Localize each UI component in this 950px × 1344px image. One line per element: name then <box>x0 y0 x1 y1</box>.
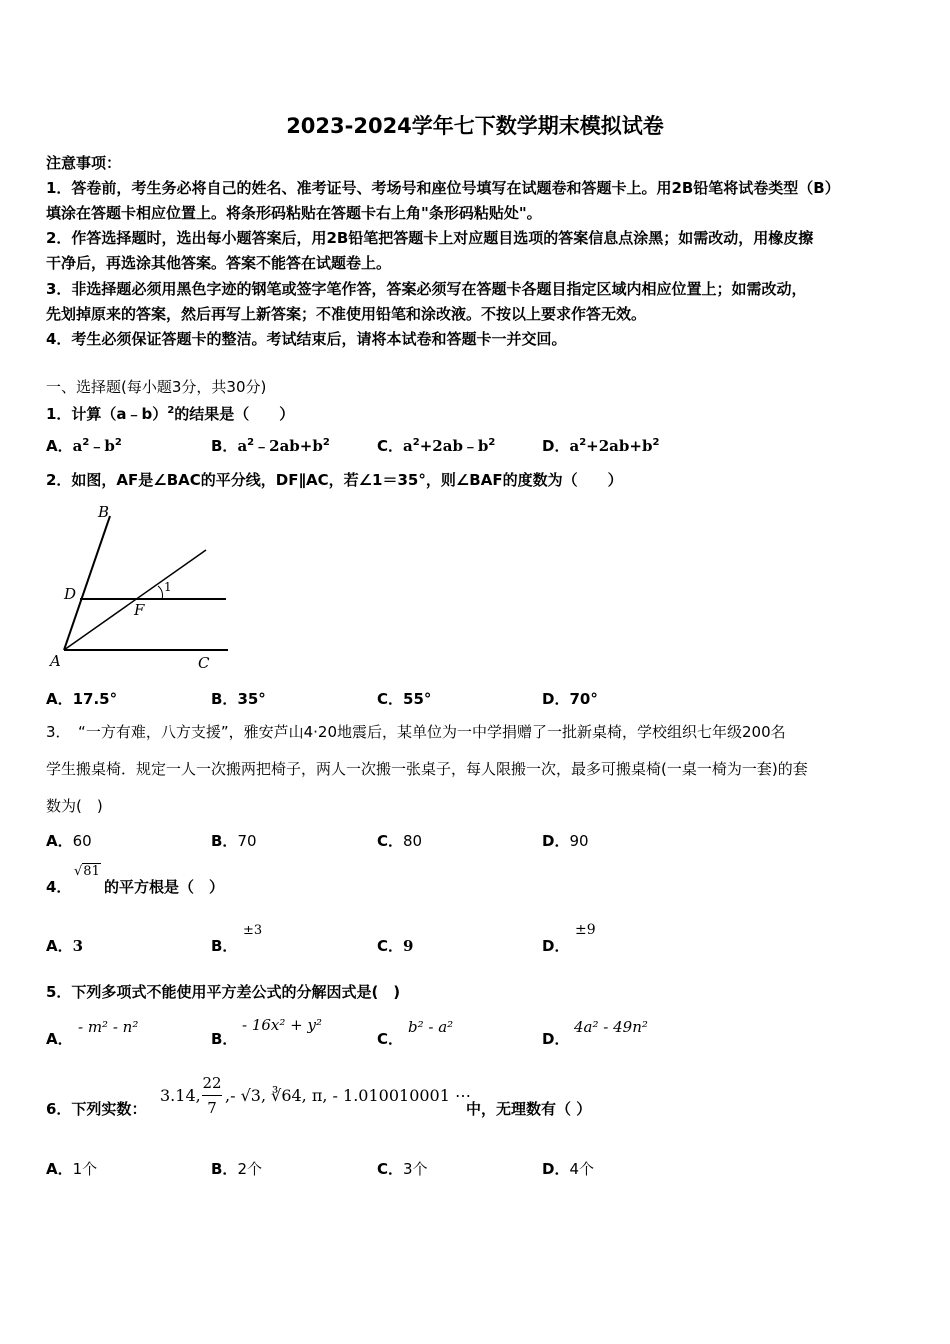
notice-line: 3．非选择题必须用黑色字迹的钢笔或签字笔作答，答案必须写在答题卡各题目指定区域内相应位置上；如需改动， <box>46 280 807 298</box>
question-4-stem: 的平方根是（ ） <box>104 878 225 896</box>
q6-option-d[interactable]: D．4个 <box>542 1160 594 1178</box>
q3-option-d[interactable]: D．90 <box>542 832 589 850</box>
q5-option-c-expr: b² - a² <box>408 1018 454 1036</box>
section-heading: 一、选择题(每小题3分，共30分) <box>46 378 267 396</box>
q5-option-a[interactable]: A． <box>46 1030 73 1048</box>
label-b: B <box>98 503 110 521</box>
question-6-suffix: 中，无理数有（ ） <box>466 1100 592 1118</box>
q6-option-c[interactable]: C．3个 <box>377 1160 428 1178</box>
q4-option-d-value: ±9 <box>575 922 596 938</box>
label-a: A <box>50 652 61 670</box>
q5-option-b-expr: - 16x² + y² <box>242 1016 322 1034</box>
q4-option-c[interactable]: C．9 <box>377 937 414 955</box>
label-angle-1: 1 <box>164 580 172 594</box>
q1-stem-exp: 2 <box>167 405 175 416</box>
question-6-prefix: 6．下列实数： <box>46 1100 147 1118</box>
q1-stem-b: 的结果是（ ） <box>174 405 295 423</box>
q6-frac-num: 22 <box>202 1074 222 1092</box>
q4-option-a[interactable]: A．3 <box>46 937 84 955</box>
q6-expr-a: 3.14, <box>160 1086 201 1105</box>
question-1-stem <box>46 401 294 424</box>
q3-option-a[interactable]: A．60 <box>46 832 92 850</box>
question-3-line: 数为( ) <box>46 797 103 815</box>
q2-option-a[interactable]: A．17.5° <box>46 690 118 708</box>
q4-option-d[interactable]: D． <box>542 937 570 955</box>
q2-option-b[interactable]: B．35° <box>211 690 266 708</box>
q6-expr-b: ,- √3, ∛64, π, - 1.010010001 ⋯ <box>225 1086 471 1105</box>
q5-option-c[interactable]: C． <box>377 1030 404 1048</box>
q6-frac-bar <box>202 1095 222 1096</box>
notice-line: 2．作答选择题时，选出每小题答案后，用2B铅笔把答题卡上对应题目选项的答案信息点涂黑；如需改动，用橡皮擦 <box>46 229 814 247</box>
notice-line: 4．考生必须保证答题卡的整洁。考试结束后，请将本试卷和答题卡一并交回。 <box>46 330 567 348</box>
q3-option-c[interactable]: C．80 <box>377 832 423 850</box>
page-title: 2023-2024学年七下数学期末模拟试卷 <box>286 114 664 138</box>
q5-option-b[interactable]: B． <box>211 1030 238 1048</box>
question-3-line: 3． “一方有难，八方支援”，雅安芦山4·20地震后，某单位为一中学捐赠了一批新桌椅，学校组织七年级200名 <box>46 723 786 741</box>
q2-option-c[interactable]: C．55° <box>377 690 432 708</box>
sqrt-81: √81 <box>74 864 100 879</box>
question-4-num: 4． <box>46 878 72 896</box>
label-f: F <box>134 601 145 619</box>
q5-option-d[interactable]: D． <box>542 1030 570 1048</box>
notice-line: 1．答卷前，考生务必将自己的姓名、准考证号、考场号和座位号填写在试题卷和答题卡上。用2B铅笔将试卷类型（B） <box>46 179 840 197</box>
q2-option-d[interactable]: D．70° <box>542 690 598 708</box>
q1-option-d[interactable]: D．$a^2+2ab+b^2$ <box>542 437 660 455</box>
notice-line: 填涂在答题卡相应位置上。将条形码粘贴在答题卡右上角"条形码粘贴处"。 <box>46 204 542 222</box>
q1-option-b[interactable]: B．$a^2﹣2ab+b^2$ <box>211 437 330 455</box>
q1-option-a[interactable]: A．$a^2﹣b^2$ <box>46 437 122 455</box>
question-3-line: 学生搬桌椅．规定一人一次搬两把椅子，两人一次搬一张桌子，每人限搬一次，最多可搬桌椅(一桌一椅为一套)的套 <box>46 760 808 778</box>
q4-option-b[interactable]: B． <box>211 937 238 955</box>
q4-option-b-value: ±3 <box>243 923 263 938</box>
q3-option-b[interactable]: B．70 <box>211 832 257 850</box>
q6-option-b[interactable]: B．2个 <box>211 1160 262 1178</box>
q5-option-a-expr: - m² - n² <box>78 1018 139 1036</box>
q6-option-a[interactable]: A．1个 <box>46 1160 98 1178</box>
q5-option-d-expr: 4a² - 49n² <box>574 1018 648 1036</box>
notice-line: 先划掉原来的答案，然后再写上新答案；不准使用铅笔和涂改液。不按以上要求作答无效。 <box>46 305 647 323</box>
question-5-stem: 5．下列多项式不能使用平方差公式的分解因式是( ) <box>46 983 401 1001</box>
notice-heading: 注意事项： <box>46 154 122 172</box>
q6-frac-den: 7 <box>207 1099 217 1117</box>
q1-option-c[interactable]: C．$a^2+2ab﹣b^2$ <box>377 437 496 455</box>
notice-line: 干净后，再选涂其他答案。答案不能答在试题卷上。 <box>46 254 392 272</box>
q1-stem-a: 1．计算（a﹣b） <box>46 405 168 423</box>
question-2-stem: 2．如图，AF是∠BAC的平分线，DF∥AC，若∠1＝35°，则∠BAF的度数为（ ） <box>46 471 623 489</box>
geometry-figure <box>44 500 244 680</box>
label-c: C <box>198 654 210 672</box>
label-d: D <box>64 585 77 603</box>
